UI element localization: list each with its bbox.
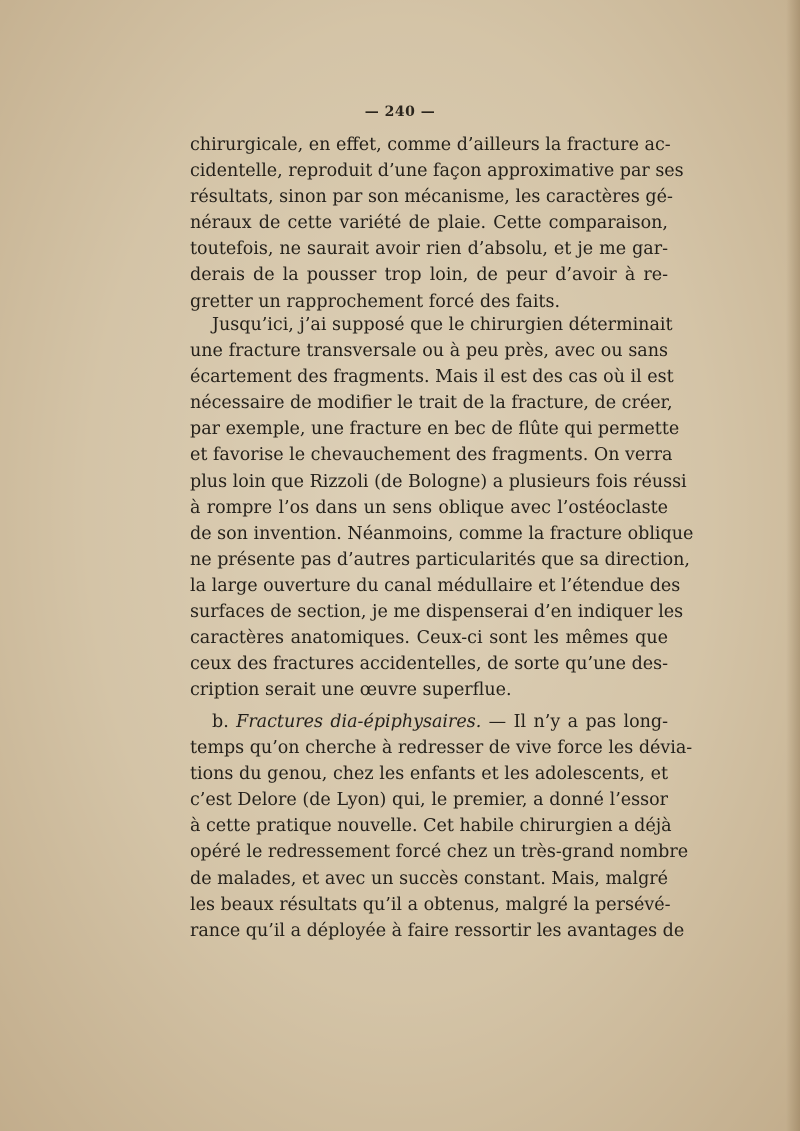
text-line: tions du genou, chez les enfants et les adolescents, et xyxy=(190,764,668,785)
text-line: nécessaire de modifier le trait de la fracture, de créer, xyxy=(190,393,673,414)
text-line: les beaux résultats qu’il a obtenus, malgré la persévé- xyxy=(190,894,671,915)
paragraph-2 xyxy=(190,312,694,703)
paragraph-1 xyxy=(190,132,684,315)
text-line: ne présente pas d’autres particularités que sa direction, xyxy=(190,549,690,570)
text-line: rance qu’il a déployée à faire ressortir les avantages de xyxy=(190,920,685,941)
text-line: néraux de cette variété de plaie. Cette comparaison, xyxy=(190,213,668,234)
text-line: par exemple, une fracture en bec de flûte qui permette xyxy=(190,419,680,440)
text-line: temps qu’on cherche à redresser de vive force les dévia- xyxy=(190,738,693,759)
text-line: derais de la pousser trop loin, de peur d’avoir à re- xyxy=(190,265,668,286)
text-line: caractères anatomiques. Ceux-ci sont les mêmes que xyxy=(190,628,668,649)
text-line: surfaces de section, je me dispenserai d’en indiquer les xyxy=(190,602,684,623)
text-line: toutefois, ne saurait avoir rien d’absolu, et je me gar- xyxy=(190,239,668,260)
text-line: à cette pratique nouvelle. Cet habile chirurgien a déjà xyxy=(190,816,672,837)
page-edge-shadow xyxy=(786,0,800,1131)
text-line: écartement des fragments. Mais il est des cas où il est xyxy=(190,367,674,388)
text-line: cidentelle, reproduit d’une façon approximative par ses xyxy=(190,161,684,182)
text-line: une fracture transversale ou à peu près, avec ou sans xyxy=(190,341,668,362)
text-line: plus loin que Rizzoli (de Bologne) a plusieurs fois réussi xyxy=(190,471,687,492)
text-line: cription serait une œuvre superflue. xyxy=(190,680,512,701)
text-line: à rompre l’os dans un sens oblique avec l’ostéoclaste xyxy=(190,497,668,518)
text-line: chirurgicale, en effet, comme d’ailleurs la fracture ac- xyxy=(190,135,671,155)
section-heading-line xyxy=(190,709,668,735)
text-line: ceux des fractures accidentelles, de sorte qu’une des- xyxy=(190,654,669,675)
text-line: résultats, sinon par son mécanisme, les caractères gé- xyxy=(190,187,673,208)
text-line: de son invention. Néanmoins, comme la fracture oblique xyxy=(190,523,694,544)
section-heading-rest: — Il n’y a pas long- xyxy=(481,712,668,732)
text-line: et favorise le chevauchement des fragments. On verra xyxy=(190,445,673,466)
text-line: Jusqu’ici, j’ai supposé que le chirurgien déterminait xyxy=(212,315,673,335)
text-line: la large ouverture du canal médullaire et l’étendue des xyxy=(190,575,681,596)
text-line: opéré le redressement forcé chez un très-grand nombre xyxy=(190,842,689,863)
text-line: c’est Delore (de Lyon) qui, le premier, a donné l’essor xyxy=(190,790,668,811)
paragraph-3 xyxy=(190,709,693,944)
text-line: gretter un rapprochement forcé des faits. xyxy=(190,291,561,312)
text-line: de malades, et avec un succès constant. Mais, malgré xyxy=(190,868,668,889)
section-letter: b. xyxy=(212,712,237,732)
section-title: Fractures dia-épiphysaires. xyxy=(236,712,482,732)
page-number: — 240 — xyxy=(364,104,436,120)
